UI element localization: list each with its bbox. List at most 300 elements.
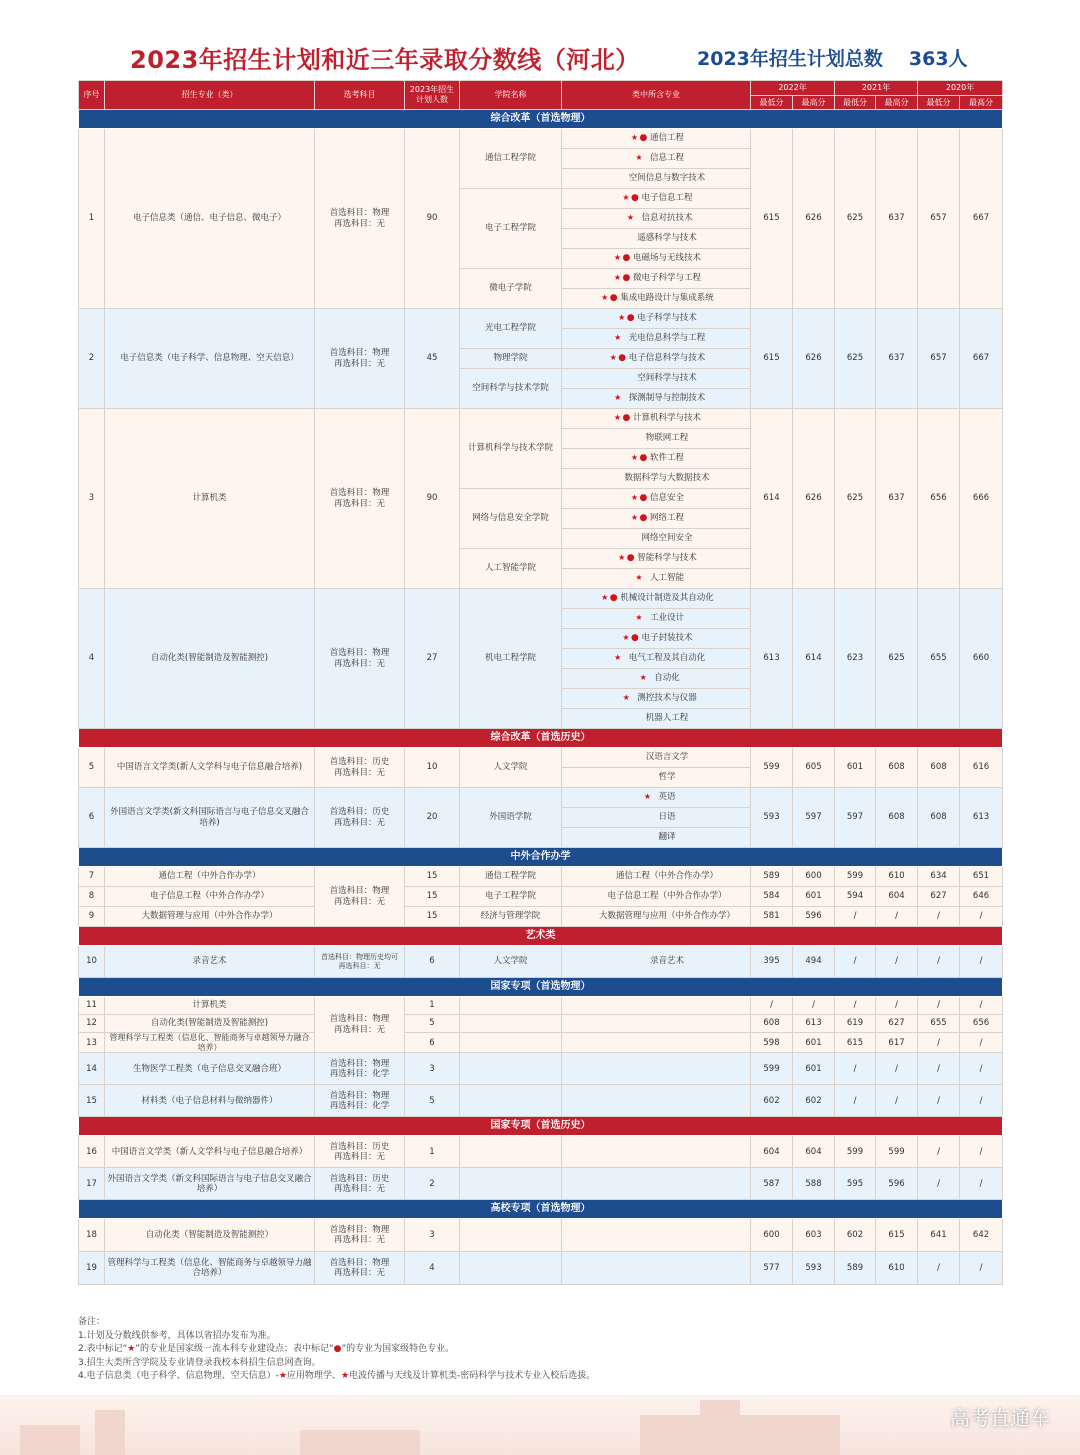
cell-sub-major: 录音艺术 bbox=[562, 946, 751, 978]
col-min: 最低分 bbox=[918, 96, 960, 110]
score-cell: 617 bbox=[876, 1033, 918, 1053]
score-cell: 616 bbox=[960, 748, 1003, 788]
subject-second: 再选科目：无 bbox=[333, 1268, 385, 1279]
cell-major: 自动化类(智能制造及智能测控) bbox=[105, 589, 315, 729]
cell-no: 10 bbox=[79, 946, 105, 978]
star-icon: ★ bbox=[127, 1344, 136, 1354]
cell-sub-major: ★● 机械设计制造及其自动化 bbox=[562, 589, 751, 609]
cell-plan: 6 bbox=[405, 946, 460, 978]
cell-subject bbox=[315, 867, 405, 927]
score-cell: / bbox=[751, 997, 793, 1015]
score-cell: 651 bbox=[960, 867, 1003, 887]
col-2022: 2022年 bbox=[751, 81, 835, 96]
table-row bbox=[79, 867, 1003, 887]
cell-sub-major: 机器人工程 bbox=[562, 709, 751, 729]
cell-no: 9 bbox=[79, 907, 105, 927]
score-cell: 625 bbox=[876, 589, 918, 729]
cell-sub-major: 空间信息与数字技术 bbox=[562, 169, 751, 189]
dot-icon: ● bbox=[618, 353, 627, 364]
score-cell: 605 bbox=[793, 748, 835, 788]
cell-no: 6 bbox=[79, 788, 105, 848]
cell-plan: 1 bbox=[405, 1136, 460, 1168]
cell-subject bbox=[315, 1219, 405, 1252]
cell-college bbox=[460, 1053, 562, 1085]
cell-sub-major bbox=[562, 1033, 751, 1053]
cell-subject bbox=[315, 309, 405, 409]
score-cell: / bbox=[876, 1053, 918, 1085]
dot-icon: ● bbox=[622, 413, 631, 424]
star-icon: ★ bbox=[622, 193, 630, 203]
cell-major: 中国语言文学类(新人文学科与电子信息融合培养) bbox=[105, 748, 315, 788]
score-cell: 577 bbox=[751, 1252, 793, 1285]
notes bbox=[78, 1316, 595, 1384]
section-row bbox=[79, 927, 1003, 946]
cell-sub-major bbox=[562, 1053, 751, 1085]
cell-subject bbox=[315, 1053, 405, 1085]
cell-sub-major: ★ 电气工程及其自动化 bbox=[562, 649, 751, 669]
cell-sub-major: ★● 软件工程 bbox=[562, 449, 751, 469]
table-row bbox=[79, 1168, 1003, 1200]
col-sub-major: 类中所含专业 bbox=[562, 81, 751, 110]
star-icon: ★ bbox=[613, 253, 622, 263]
table-row bbox=[79, 1053, 1003, 1085]
score-cell: 660 bbox=[960, 589, 1003, 729]
subject-first: 首选科目：物理历史均可 bbox=[321, 953, 398, 962]
cell-no: 19 bbox=[79, 1252, 105, 1285]
section-title: 国家专项（首选物理） bbox=[79, 978, 1003, 997]
score-cell: 637 bbox=[876, 309, 918, 409]
cell-sub-major: ★ 探测制导与控制技术 bbox=[562, 389, 751, 409]
cell-college: 空间科学与技术学院 bbox=[460, 369, 562, 409]
cell-plan: 15 bbox=[405, 867, 460, 887]
cell-plan: 90 bbox=[405, 409, 460, 589]
score-cell: 614 bbox=[751, 409, 793, 589]
score-cell: 667 bbox=[960, 129, 1003, 309]
subject-second: 再选科目：无 bbox=[333, 896, 385, 907]
cell-sub-major: 空间科学与技术 bbox=[562, 369, 751, 389]
cell-sub-major: ★ 信息对抗技术 bbox=[562, 209, 751, 229]
dot-icon: ● bbox=[626, 553, 635, 564]
watermark: 高考直通车 bbox=[950, 1406, 1050, 1430]
cell-college: 电子工程学院 bbox=[460, 189, 562, 269]
col-2020: 2020年 bbox=[918, 81, 1003, 96]
subject-first: 首选科目：物理 bbox=[329, 348, 390, 359]
star-icon: ★ bbox=[635, 573, 643, 583]
score-cell: 625 bbox=[835, 129, 876, 309]
table-row bbox=[79, 129, 1003, 149]
star-icon: ★ bbox=[613, 413, 622, 423]
score-cell: / bbox=[918, 1033, 960, 1053]
cell-plan: 1 bbox=[405, 997, 460, 1015]
score-cell: 615 bbox=[876, 1219, 918, 1252]
star-icon: ★ bbox=[630, 453, 639, 463]
score-cell: 594 bbox=[835, 887, 876, 907]
dot-icon: ● bbox=[639, 513, 648, 524]
star-icon: ★ bbox=[630, 513, 639, 523]
cell-no: 3 bbox=[79, 409, 105, 589]
section-title: 综合改革（首选历史） bbox=[79, 729, 1003, 748]
score-cell: 589 bbox=[835, 1252, 876, 1285]
star-icon: ★ bbox=[278, 1371, 287, 1381]
cell-major: 电子信息工程（中外合作办学） bbox=[105, 887, 315, 907]
cell-sub-major bbox=[562, 1136, 751, 1168]
section-row bbox=[79, 848, 1003, 867]
score-cell: / bbox=[835, 1085, 876, 1117]
score-cell: 626 bbox=[793, 409, 835, 589]
score-cell: 641 bbox=[918, 1219, 960, 1252]
cell-no: 12 bbox=[79, 1015, 105, 1033]
star-icon: ★ bbox=[639, 673, 647, 683]
subject-second: 再选科目：无 bbox=[333, 1151, 385, 1162]
cell-no: 15 bbox=[79, 1085, 105, 1117]
score-cell: / bbox=[918, 1085, 960, 1117]
table-row bbox=[79, 309, 1003, 329]
section-title: 高校专项（首选物理） bbox=[79, 1200, 1003, 1219]
cell-plan: 15 bbox=[405, 907, 460, 927]
plan-total-label: 2023年招生计划总数 bbox=[697, 48, 883, 70]
score-cell: 642 bbox=[960, 1219, 1003, 1252]
cell-plan: 6 bbox=[405, 1033, 460, 1053]
table-row bbox=[79, 946, 1003, 978]
cell-college: 人文学院 bbox=[460, 748, 562, 788]
cell-sub-major bbox=[562, 997, 751, 1015]
subject-first: 首选科目：历史 bbox=[329, 1141, 390, 1152]
score-cell: / bbox=[960, 997, 1003, 1015]
score-cell: 613 bbox=[793, 1015, 835, 1033]
star-icon: ★ bbox=[614, 653, 622, 663]
score-cell: / bbox=[918, 997, 960, 1015]
subject-second: 再选科目：无 bbox=[333, 1024, 385, 1035]
cell-no: 8 bbox=[79, 887, 105, 907]
score-cell: 599 bbox=[835, 867, 876, 887]
score-cell: 584 bbox=[751, 887, 793, 907]
subject-second: 再选科目：无 bbox=[333, 767, 385, 778]
cell-sub-major bbox=[562, 1168, 751, 1200]
score-cell: / bbox=[876, 997, 918, 1015]
score-cell: 608 bbox=[918, 748, 960, 788]
score-cell: 666 bbox=[960, 409, 1003, 589]
cell-sub-major: ★● 通信工程 bbox=[562, 129, 751, 149]
cell-subject bbox=[315, 748, 405, 788]
cell-no: 16 bbox=[79, 1136, 105, 1168]
cell-sub-major: ★● 信息安全 bbox=[562, 489, 751, 509]
score-cell: 610 bbox=[876, 867, 918, 887]
cell-college: 电子工程学院 bbox=[460, 887, 562, 907]
cell-subject bbox=[315, 1168, 405, 1200]
cell-plan: 15 bbox=[405, 887, 460, 907]
cell-no: 5 bbox=[79, 748, 105, 788]
cell-major: 生物医学工程类（电子信息交叉融合班） bbox=[105, 1053, 315, 1085]
table-row bbox=[79, 788, 1003, 808]
subject-second: 再选科目：无 bbox=[338, 961, 381, 970]
star-icon: ★ bbox=[635, 153, 643, 163]
cell-sub-major: ★ 英语 bbox=[562, 788, 751, 808]
score-cell: 602 bbox=[793, 1085, 835, 1117]
cell-subject bbox=[315, 946, 405, 978]
cell-major: 电子信息类（通信、电子信息、微电子） bbox=[105, 129, 315, 309]
dot-icon: ● bbox=[639, 453, 648, 464]
cell-college: 外国语学院 bbox=[460, 788, 562, 848]
score-cell: 595 bbox=[835, 1168, 876, 1200]
table-row bbox=[79, 409, 1003, 429]
score-cell: 603 bbox=[793, 1219, 835, 1252]
cell-plan: 3 bbox=[405, 1053, 460, 1085]
score-cell: 625 bbox=[835, 409, 876, 589]
cell-sub-major: 网络空间安全 bbox=[562, 529, 751, 549]
cell-no: 2 bbox=[79, 309, 105, 409]
cell-plan: 4 bbox=[405, 1252, 460, 1285]
score-cell: 608 bbox=[876, 788, 918, 848]
col-no: 序号 bbox=[79, 81, 105, 110]
table-row bbox=[79, 1085, 1003, 1117]
score-cell: 597 bbox=[835, 788, 876, 848]
cell-college: 人文学院 bbox=[460, 946, 562, 978]
score-cell: 623 bbox=[835, 589, 876, 729]
cell-no: 17 bbox=[79, 1168, 105, 1200]
score-cell: / bbox=[918, 1136, 960, 1168]
score-cell: / bbox=[960, 1053, 1003, 1085]
score-cell: 667 bbox=[960, 309, 1003, 409]
cell-college: 通信工程学院 bbox=[460, 867, 562, 887]
cell-sub-major: 哲学 bbox=[562, 768, 751, 788]
star-icon: ★ bbox=[340, 1371, 350, 1381]
cell-major: 计算机类 bbox=[105, 997, 315, 1015]
plan-total-value: 363人 bbox=[908, 48, 968, 70]
subject-first: 首选科目：物理 bbox=[329, 488, 390, 499]
subject-first: 首选科目：历史 bbox=[329, 807, 390, 818]
cell-sub-major: ★● 电子科学与技术 bbox=[562, 309, 751, 329]
star-icon: ★ bbox=[618, 313, 626, 323]
score-cell: 625 bbox=[835, 309, 876, 409]
score-cell: 613 bbox=[960, 788, 1003, 848]
cell-major: 电子信息类（电子科学、信息物理、空天信息） bbox=[105, 309, 315, 409]
star-icon: ★ bbox=[613, 273, 622, 283]
dot-icon: ● bbox=[609, 293, 618, 304]
cell-no: 14 bbox=[79, 1053, 105, 1085]
cell-sub-major: ★● 电子封装技术 bbox=[562, 629, 751, 649]
subject-first: 首选科目：物理 bbox=[329, 1225, 390, 1235]
cell-sub-major: ★ 自动化 bbox=[562, 669, 751, 689]
score-cell: / bbox=[835, 1053, 876, 1085]
cell-sub-major: ★● 电子信息工程 bbox=[562, 189, 751, 209]
score-cell: 656 bbox=[918, 409, 960, 589]
score-cell: 619 bbox=[835, 1015, 876, 1033]
cell-subject bbox=[315, 1085, 405, 1117]
note-3: 3.招生大类所含学院及专业请登录我校本科招生信息网查询。 bbox=[78, 1357, 321, 1368]
score-cell: / bbox=[960, 1085, 1003, 1117]
cell-college bbox=[460, 1085, 562, 1117]
cell-no: 4 bbox=[79, 589, 105, 729]
table-header bbox=[79, 81, 1003, 110]
col-subject: 选考科目 bbox=[315, 81, 405, 110]
section-title: 综合改革（首选物理） bbox=[79, 110, 1003, 129]
score-cell: 598 bbox=[751, 1033, 793, 1053]
star-icon: ★ bbox=[601, 293, 609, 303]
score-cell: / bbox=[960, 1033, 1003, 1053]
subject-second: 再选科目：无 bbox=[333, 817, 385, 828]
star-icon: ★ bbox=[609, 353, 617, 363]
note-4: 4.电子信息类（电子科学、信息物理、空天信息）-★应用物理学、★电波传播与天线及计算机类-密码科学与技术专业入校后选拔。 bbox=[78, 1371, 596, 1381]
cell-major: 自动化类（智能制造及智能测控） bbox=[105, 1219, 315, 1252]
score-cell: / bbox=[793, 997, 835, 1015]
score-cell: 593 bbox=[751, 788, 793, 848]
score-cell: 657 bbox=[918, 309, 960, 409]
score-cell: 599 bbox=[751, 748, 793, 788]
cell-no: 7 bbox=[79, 867, 105, 887]
cell-college: 光电工程学院 bbox=[460, 309, 562, 349]
notes-head: 备注： bbox=[78, 1317, 106, 1327]
col-college: 学院名称 bbox=[460, 81, 562, 110]
table-row bbox=[79, 1033, 1003, 1053]
cell-sub-major: ★● 智能科学与技术 bbox=[562, 549, 751, 569]
table-row bbox=[79, 997, 1003, 1015]
score-cell: / bbox=[960, 1168, 1003, 1200]
col-plan: 2023年招生计划人数 bbox=[405, 81, 460, 110]
subject-second: 再选科目：无 bbox=[333, 358, 385, 369]
score-cell: / bbox=[960, 1252, 1003, 1285]
section-row bbox=[79, 729, 1003, 748]
cell-plan: 27 bbox=[405, 589, 460, 729]
score-cell: / bbox=[835, 907, 876, 927]
star-icon: ★ bbox=[630, 133, 639, 143]
star-icon: ★ bbox=[614, 333, 622, 343]
subject-first: 首选科目：物理 bbox=[329, 208, 390, 219]
cell-subject bbox=[315, 1136, 405, 1168]
cell-sub-major: ★ 人工智能 bbox=[562, 569, 751, 589]
score-cell: 596 bbox=[876, 1168, 918, 1200]
star-icon: ★ bbox=[601, 593, 609, 603]
score-cell: 588 bbox=[793, 1168, 835, 1200]
score-cell: 599 bbox=[876, 1136, 918, 1168]
cell-plan: 2 bbox=[405, 1168, 460, 1200]
score-cell: 601 bbox=[793, 1053, 835, 1085]
score-cell: 587 bbox=[751, 1168, 793, 1200]
section-row bbox=[79, 978, 1003, 997]
cell-sub-major: ★● 微电子科学与工程 bbox=[562, 269, 751, 289]
cell-plan: 20 bbox=[405, 788, 460, 848]
cell-college bbox=[460, 1168, 562, 1200]
col-max: 最高分 bbox=[876, 96, 918, 110]
subject-first: 首选科目：历史 bbox=[329, 1173, 390, 1184]
cell-subject bbox=[315, 1252, 405, 1285]
subject-first: 首选科目：物理 bbox=[329, 648, 390, 659]
cell-sub-major: ★● 网络工程 bbox=[562, 509, 751, 529]
score-cell: / bbox=[876, 1085, 918, 1117]
score-cell: 599 bbox=[835, 1136, 876, 1168]
subject-first: 首选科目：物理 bbox=[329, 1058, 390, 1069]
score-cell: 604 bbox=[751, 1136, 793, 1168]
score-cell: 608 bbox=[751, 1015, 793, 1033]
dot-icon: ● bbox=[639, 133, 648, 144]
section-title: 国家专项（首选历史） bbox=[79, 1117, 1003, 1136]
cell-sub-major: 遥感科学与技术 bbox=[562, 229, 751, 249]
col-min: 最低分 bbox=[751, 96, 793, 110]
star-icon: ★ bbox=[618, 553, 626, 563]
score-cell: 627 bbox=[918, 887, 960, 907]
score-cell: 593 bbox=[793, 1252, 835, 1285]
score-cell: 602 bbox=[835, 1219, 876, 1252]
dot-icon: ● bbox=[626, 313, 635, 324]
subject-second: 再选科目：化学 bbox=[329, 1068, 390, 1079]
cell-major: 管理科学与工程类（信息化、智能商务与卓越领导力融合培养） bbox=[105, 1033, 315, 1053]
table-row bbox=[79, 748, 1003, 768]
cell-sub-major bbox=[562, 1219, 751, 1252]
cell-subject bbox=[315, 409, 405, 589]
star-icon: ★ bbox=[626, 213, 635, 223]
subject-first: 首选科目：物理 bbox=[329, 1258, 390, 1268]
cell-plan: 90 bbox=[405, 129, 460, 309]
subject-second: 再选科目：无 bbox=[333, 1183, 385, 1194]
cell-sub-major: 物联网工程 bbox=[562, 429, 751, 449]
table-row bbox=[79, 1252, 1003, 1285]
cell-college bbox=[460, 997, 562, 1015]
score-cell: 637 bbox=[876, 129, 918, 309]
score-cell: / bbox=[918, 946, 960, 978]
score-cell: 655 bbox=[918, 1015, 960, 1033]
cell-major: 材料类（电子信息材料与微纳器件） bbox=[105, 1085, 315, 1117]
score-cell: / bbox=[876, 907, 918, 927]
star-icon: ★ bbox=[622, 693, 630, 703]
score-cell: 608 bbox=[918, 788, 960, 848]
cell-college bbox=[460, 1015, 562, 1033]
score-cell: 615 bbox=[751, 309, 793, 409]
col-major: 招生专业（类） bbox=[105, 81, 315, 110]
cell-no: 13 bbox=[79, 1033, 105, 1053]
section-title: 艺术类 bbox=[79, 927, 1003, 946]
cell-plan: 45 bbox=[405, 309, 460, 409]
subject-second: 再选科目：无 bbox=[333, 218, 385, 229]
score-cell: / bbox=[960, 1136, 1003, 1168]
plan-total bbox=[697, 44, 968, 71]
section-row bbox=[79, 1200, 1003, 1219]
cell-sub-major: 汉语言文学 bbox=[562, 748, 751, 768]
cell-college bbox=[460, 1033, 562, 1053]
cell-major: 中国语言文学类（新人文学科与电子信息融合培养） bbox=[105, 1136, 315, 1168]
score-cell: 604 bbox=[876, 887, 918, 907]
score-cell: / bbox=[876, 946, 918, 978]
star-icon: ★ bbox=[635, 613, 643, 623]
cell-college: 物理学院 bbox=[460, 349, 562, 369]
score-cell: 626 bbox=[793, 129, 835, 309]
dot-icon: ● bbox=[639, 493, 648, 504]
star-icon: ★ bbox=[614, 393, 622, 403]
cell-sub-major: 电子信息工程（中外合作办学） bbox=[562, 887, 751, 907]
section-title: 中外合作办学 bbox=[79, 848, 1003, 867]
cell-sub-major: ★● 集成电路设计与集成系统 bbox=[562, 289, 751, 309]
col-max: 最高分 bbox=[793, 96, 835, 110]
table-row bbox=[79, 1015, 1003, 1033]
score-cell: / bbox=[960, 946, 1003, 978]
score-cell: / bbox=[918, 1168, 960, 1200]
cell-sub-major: 数据科学与大数据技术 bbox=[562, 469, 751, 489]
star-icon: ★ bbox=[630, 493, 639, 503]
score-cell: 596 bbox=[793, 907, 835, 927]
cell-college bbox=[460, 1136, 562, 1168]
page-title: 2023年招生计划和近三年录取分数线（河北） bbox=[130, 46, 640, 74]
score-cell: 614 bbox=[793, 589, 835, 729]
table-row bbox=[79, 589, 1003, 609]
subject-first: 首选科目：物理 bbox=[329, 1014, 390, 1025]
cell-major: 通信工程（中外合作办学） bbox=[105, 867, 315, 887]
score-cell: 646 bbox=[960, 887, 1003, 907]
cell-college: 通信工程学院 bbox=[460, 129, 562, 189]
subject-second: 再选科目：无 bbox=[333, 498, 385, 509]
score-cell: 395 bbox=[751, 946, 793, 978]
cell-plan: 5 bbox=[405, 1015, 460, 1033]
dot-icon: ● bbox=[622, 273, 631, 284]
campus-skyline bbox=[0, 1395, 1080, 1455]
score-cell: / bbox=[918, 1053, 960, 1085]
